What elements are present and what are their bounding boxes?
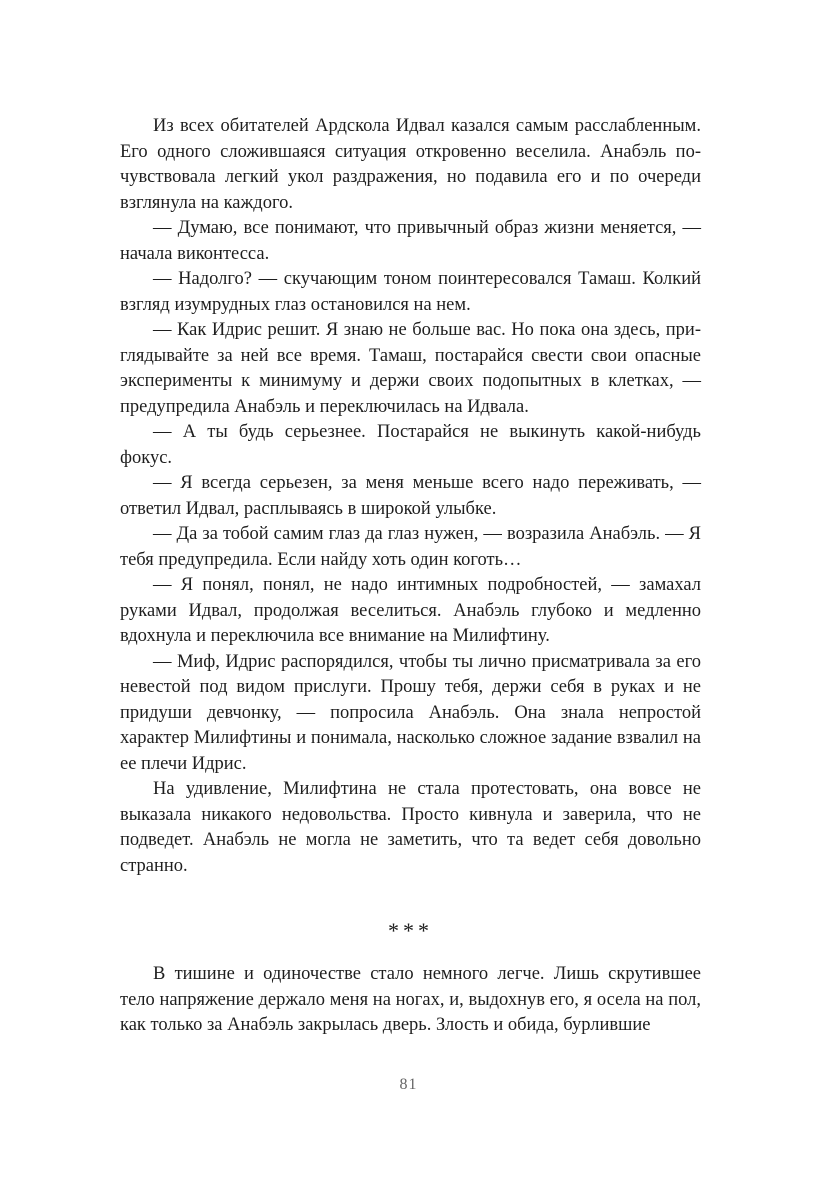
paragraph: На удивление, Милифтина не стала протестовать, она вовсе не выказала никакого недовольства. Просто кивнула и заверила, что не подведет. Анабэль не могла не заметить, что та ведет себя довольно странно. xyxy=(120,779,701,876)
paragraph: — Да за тобой самим глаз да глаз нужен, — возразила Анабэль. — Я тебя предупредила. Если найду хоть один коготь… xyxy=(120,524,701,570)
text-section-1 xyxy=(120,114,701,879)
paragraph: — Думаю, все понимают, что привычный образ жизни меняется, — начала виконтесса. xyxy=(120,218,701,264)
paragraph: — Как Идрис решит. Я знаю не больше вас. Но пока она здесь, приглядывайте за ней все время. Тамаш, постарайся свести свои опасные эксперименты к минимуму и держи своих подопытных в клетках, — предупредила Анабэль и переключилась на Идвала. xyxy=(120,320,701,417)
page-number: 81 xyxy=(399,1076,418,1093)
text-section-2 xyxy=(120,962,701,1039)
paragraph: — Миф, Идрис распорядился, чтобы ты лично присматривала за его невестой под видом прислуги. Прошу тебя, держи себя в руках и не придуши девчонку, — попросила Анабэль. Она знала непростой характер Милифтины и понимала, насколько сложное задание взвалил на ее плечи Идрис. xyxy=(120,651,701,774)
paragraph: Из всех обитателей Ардскола Идвал казался самым расслабленным. Его одного сложившаяся ситуация откровенно веселила. Анабэль почувствовала легкий укол раздражения, но подавила его и по очереди взглянула на каждого. xyxy=(120,116,701,213)
paragraph: В тишине и одиночестве стало немного легче. Лишь скрутившее тело напряжение держало меня на ногах, и, выдохнув его, я осела на пол, как только за Анабэль закрылась дверь. Злость и обида, бурлившие xyxy=(120,964,701,1035)
paragraph: — Я понял, понял, не надо интимных подробностей, — замахал руками Идвал, продолжая веселиться. Анабэль глубоко и медленно вдохнула и переключила все внимание на Милифтину. xyxy=(120,575,701,646)
paragraph: — Я всегда серьезен, за меня меньше всего надо переживать, — ответил Идвал, расплываясь в широкой улыбке. xyxy=(120,473,701,519)
section-separator: *** xyxy=(388,918,433,943)
paragraph: — А ты будь серьезнее. Постарайся не выкинуть какой-нибудь фокус. xyxy=(120,422,701,468)
paragraph: — Надолго? — скучающим тоном поинтересовался Тамаш. Колкий взгляд изумрудных глаз остановился на нем. xyxy=(120,269,701,315)
